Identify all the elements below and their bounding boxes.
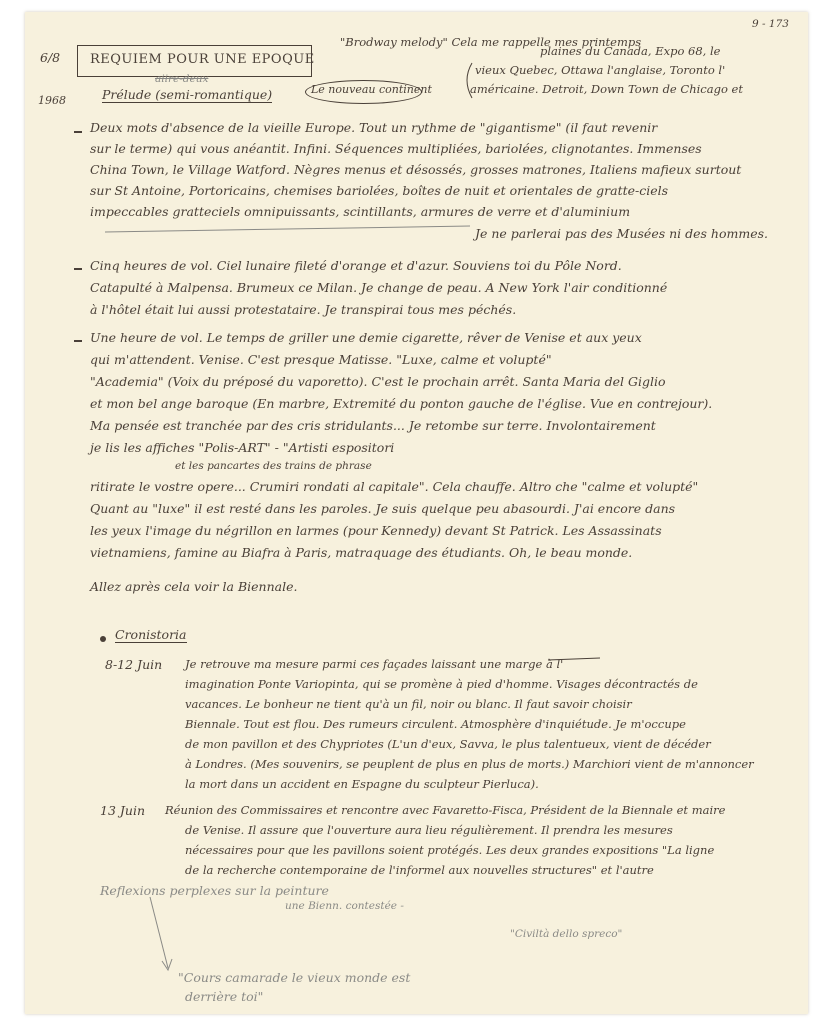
entry-line: nécessaires pour que les pavillons soient protégés. Les deux grandes expositions "La ligne — [185, 843, 715, 857]
text-line: impeccables gratteciels omnipuissants, scintillants, armures de verre et d'aluminium — [90, 204, 631, 219]
cours-quote-line: "Cours camarade le vieux monde est — [178, 970, 411, 985]
entry-line: la mort dans un accident en Espagne du sculpteur Pierluca). — [185, 777, 539, 791]
entry-date: 8-12 Juin — [105, 657, 163, 672]
entry-line: Biennale. Tout est flou. Des rumeurs circulent. Atmosphère d'inquiétude. Je m'occupe — [185, 717, 686, 731]
text-line: Ma pensée est tranchée par des cris stridulants... Je retombe sur terre. Involontairement — [90, 418, 656, 433]
entry-line: de Venise. Il assure que l'ouverture aura lieu régulièrement. Il prendra les mesures — [185, 823, 673, 837]
cronistoria-heading: Cronistoria — [115, 627, 187, 642]
entry-line: Réunion des Commissaires et rencontre avec Favaretto-Fisca, Président de la Biennale et maire — [165, 803, 726, 817]
entry-line: de la recherche contemporaine de l'informel aux nouvelles structures" et l'autre — [185, 863, 654, 877]
page-title: REQUIEM POUR UNE EPOQUE — [90, 52, 315, 67]
text-line: Cinq heures de vol. Ciel lunaire fileté d'orange et d'azur. Souviens toi du Pôle Nord. — [90, 258, 622, 273]
pencil-arrow-line — [150, 897, 168, 968]
text-line: et les pancartes des trains de phrase — [175, 460, 372, 472]
entry-line: à Londres. (Mes souvenirs, se peuplent de plus en plus de morts.) Marchiori vient de m'annoncer — [185, 757, 754, 771]
text-line: China Town, le Village Watford. Nègres menus et désossés, grosses matrones, Italiens mafieux surtout — [90, 162, 742, 177]
entry-date: 13 Juin — [100, 803, 145, 818]
strike-line — [105, 226, 470, 232]
text-line: Deux mots d'absence de la vieille Europe. Tout un rythme de "gigantisme" (il faut revenir — [90, 120, 658, 135]
entry-line: Je retrouve ma mesure parmi ces façades laissant une marge à l' — [185, 657, 564, 671]
quote-top: "Brodway melody" Cela me rappelle mes printemps — [340, 35, 642, 49]
new-continent: Le nouveau continent — [311, 83, 432, 96]
text-line: "Academia" (Voix du préposé du vaporetto). C'est le prochain arrêt. Santa Maria del Giglio — [90, 374, 666, 389]
note-canada: plaines du Canada, Expo 68, le — [540, 44, 721, 58]
text-line: qui m'attendent. Venise. C'est presque Matisse. "Luxe, calme et volupté" — [90, 352, 552, 367]
reflexions-note: Reflexions perplexes sur la peinture — [100, 883, 329, 898]
contestee-note: une Bienn. contestée - — [285, 900, 404, 912]
entry-line: de mon pavillon et des Chypriotes (L'un d'eux, Savva, le plus talentueux, vient de décéder — [185, 737, 711, 751]
text-line: vietnamiens, famine au Biafra à Paris, matraquage des étudiants. Oh, le beau monde. — [90, 545, 633, 560]
text-line: à l'hôtel était lui aussi protestataire. Je transpirai tous mes péchés. — [90, 302, 517, 317]
year-mark: 1968 — [38, 94, 66, 107]
note-america: américaine. Detroit, Down Town de Chicago et — [470, 82, 743, 96]
cours-quote-line: derrière toi" — [185, 989, 264, 1004]
text-line: les yeux l'image du négrillon en larmes (pour Kennedy) devant St Patrick. Les Assassinats — [90, 523, 662, 538]
connector-line — [548, 658, 600, 660]
entry-line: vacances. Le bonheur ne tient qu'à un fil, noir ou blanc. Il faut savoir choisir — [185, 697, 632, 711]
prelude-heading: Prélude (semi-romantique) — [102, 87, 273, 102]
text-line: Quant au "luxe" il est resté dans les paroles. Je suis quelque peu abasourdi. J'ai encore dans — [90, 501, 676, 516]
text-line: je lis les affiches "Polis-ART" - "Artisti espositori — [90, 440, 395, 455]
text-line: Allez après cela voir la Biennale. — [90, 579, 298, 594]
ref-left: 6/8 — [40, 50, 61, 65]
bracket-mark — [467, 63, 472, 98]
ref-right: 9 - 173 — [752, 18, 789, 30]
text-line: et mon bel ange baroque (En marbre, Extremité du ponton gauche de l'église. Vue en contrejour). — [90, 396, 713, 411]
text-line: ritirate le vostre opere... Crumiri rondati al capitale". Cela chauffe. Altro che "calme et volupté" — [90, 479, 699, 494]
text-line: Catapulté à Malpensa. Brumeux ce Milan. Je change de peau. A New York l'air conditionné — [90, 280, 668, 295]
note-quebec: vieux Quebec, Ottawa l'anglaise, Toronto l' — [475, 63, 726, 77]
text-line: sur St Antoine, Portoricains, chemises bariolées, boîtes de nuit et orientales de gratte-ciels — [90, 183, 669, 198]
text-line: sur le terme) qui vous anéantit. Infini. Séquences multipliées, bariolées, clignotantes. Immenses — [90, 141, 702, 156]
entry-line: imagination Ponte Variopinta, qui se promène à pied d'homme. Visages décontractés de — [185, 677, 698, 691]
civilta-quote: "Civiltà dello spreco" — [510, 928, 623, 940]
text-line: Une heure de vol. Le temps de griller une demie cigarette, rêver de Venise et aux yeux — [90, 330, 642, 345]
title-aside: aiire-deux — [155, 73, 209, 85]
text-line: Je ne parlerai pas des Musées ni des hommes. — [475, 226, 768, 241]
